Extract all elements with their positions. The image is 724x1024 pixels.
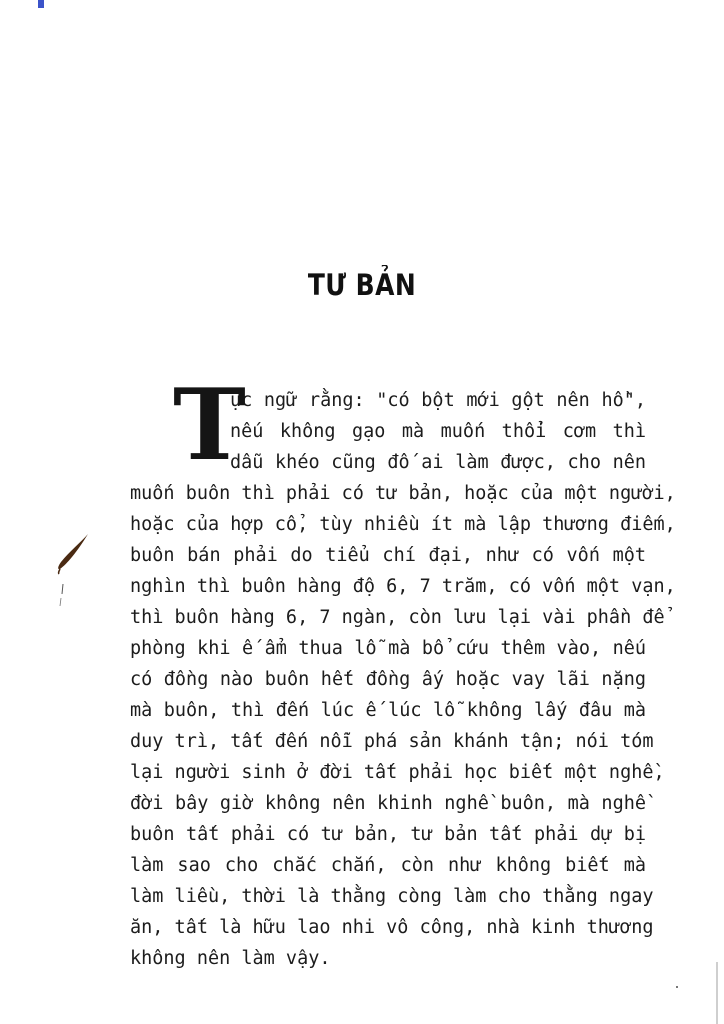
chapter-body [130,368,676,974]
body-line: làm sao cho chắc chắn, còn như không biết mà [130,855,646,876]
body-line: duy trì, tất đến nỗi phá sản khánh tận; nói tóm [130,731,654,752]
body-line: đời bây giờ không nên khinh nghề buôn, mà nghề [130,793,646,814]
body-line: ăn, tất là hữu lao nhi vô công, nhà kinh thương [130,917,654,938]
scan-speck [676,986,678,988]
scan-marker [38,0,44,8]
body-line: hoặc của hợp cổ, tùy nhiều ít mà lập thương điếm, [130,514,676,535]
body-line: mà buôn, thì đến lúc ế lúc lỗ không lấy đâu mà [130,700,646,721]
body-line: buôn tất phải có tư bản, tư bản tất phải dự bị [130,824,646,845]
body-line: ục ngữ rằng: "có bột mới gột nên hồ", [230,390,646,411]
body-line: nghìn thì buôn hàng độ 6, 7 trăm, có vốn một vạn, [130,576,676,597]
body-line-last: không nên làm vậy. [130,948,331,969]
body-line: có đồng nào buôn hết đồng ấy hoặc vay lãi nặng [130,669,646,690]
drop-cap-letter: T [173,368,246,483]
ink-smudge-mark [55,532,95,612]
body-line: buôn bán phải do tiểu chí đại, như có vốn một [130,545,646,566]
body-line: nếu không gạo mà muốn thổi cơm thì [230,421,646,442]
body-line: thì buôn hàng 6, 7 ngàn, còn lưu lại vài phần để [130,607,665,628]
chapter-title: TƯ BẢN [307,268,417,302]
body-line: phòng khi ế ẩm thua lỗ mà bổ cứu thêm vào, nếu [130,638,646,659]
body-line: dẫu khéo cũng đố ai làm được, cho nên [230,452,646,473]
body-line: muốn buôn thì phải có tư bản, hoặc của một người, [130,483,676,504]
page-edge [716,962,718,1024]
body-line: lại người sinh ở đời tất phải học biết một nghề, [130,762,665,783]
body-line: làm liều, thời là thằng còng làm cho thằng ngay [130,886,654,907]
